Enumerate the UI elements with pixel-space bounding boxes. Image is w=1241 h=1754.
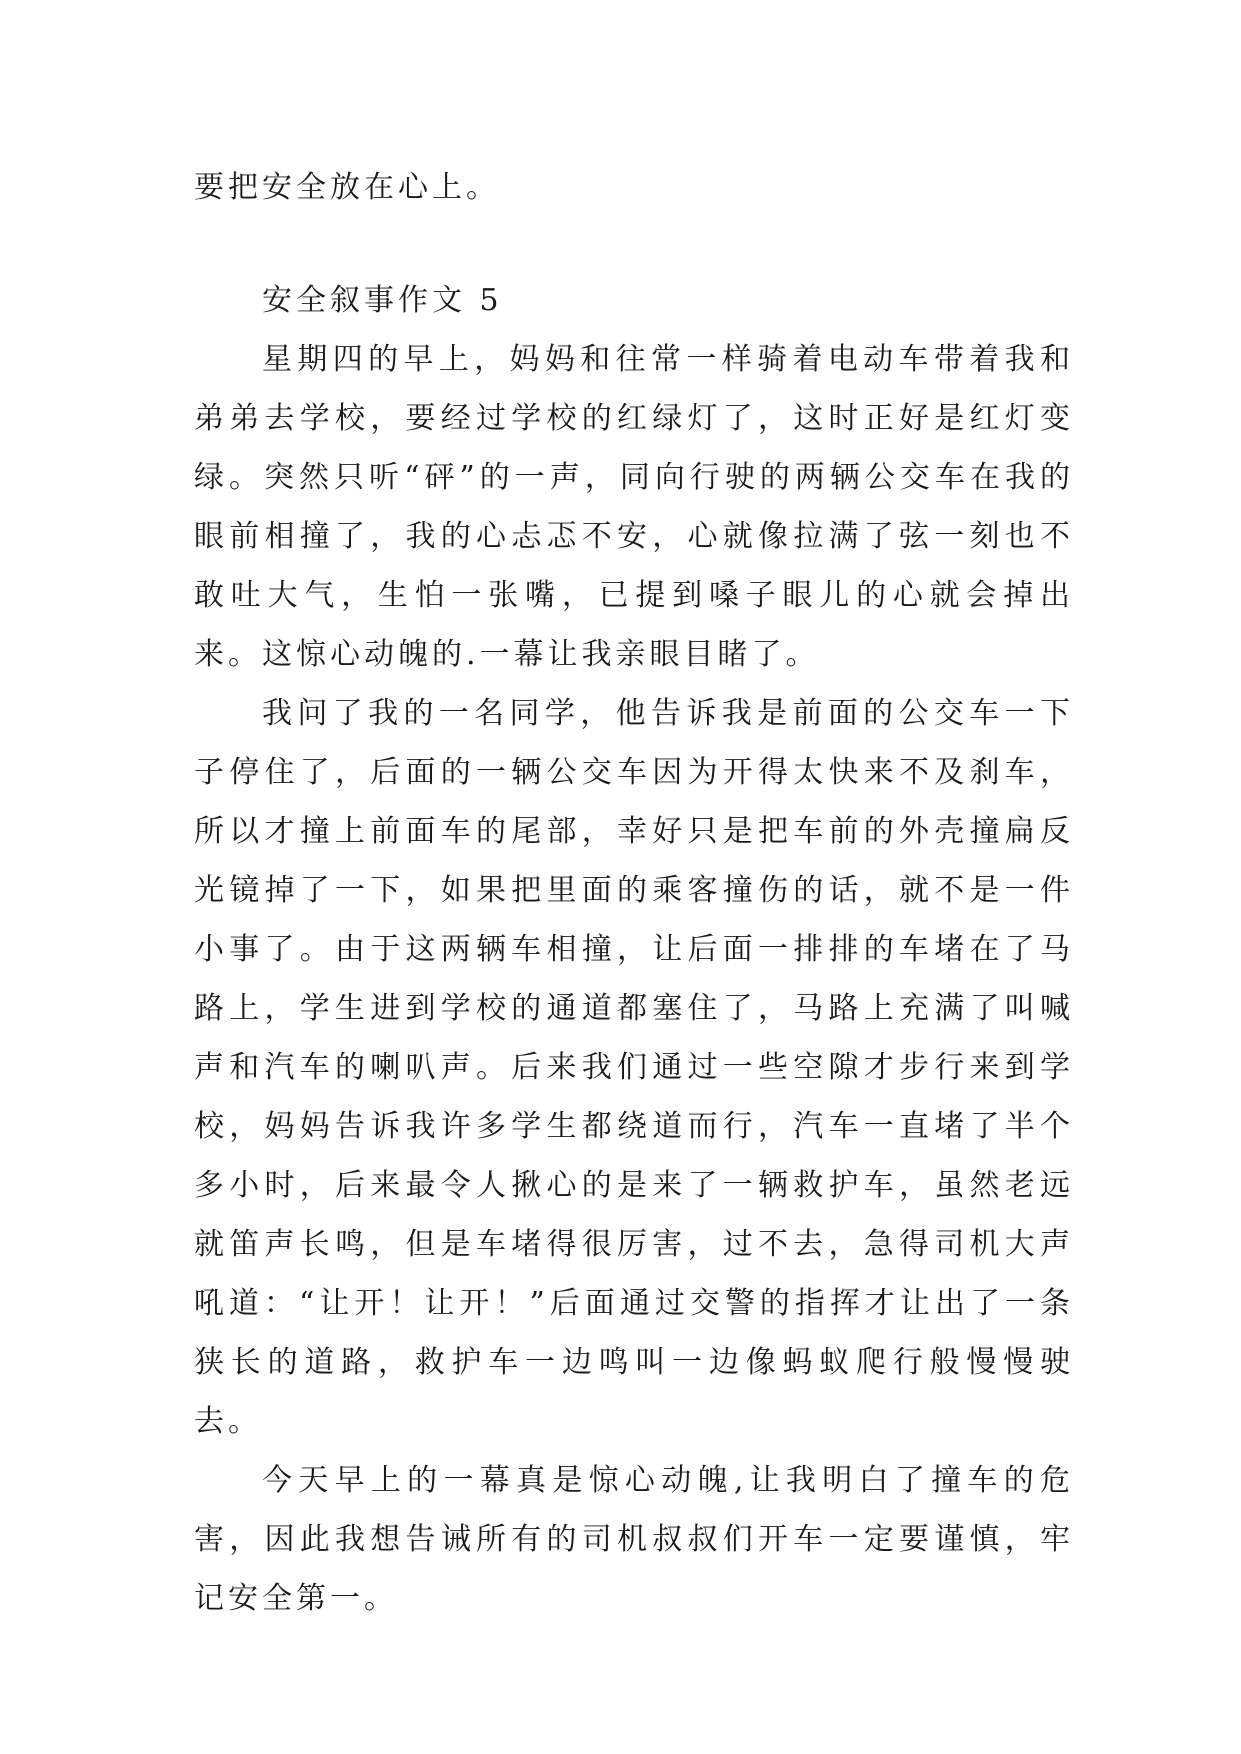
- document-body: [194, 158, 1074, 1628]
- paragraph-3: 今天早上的一幕真是惊心动魄,让我明白了撞车的危害，因此我想告诫所有的司机叔叔们开车一定要谨慎，牢记安全第一。: [194, 1463, 1074, 1616]
- paragraph-2: 我问了我的一名同学，他告诉我是前面的公交车一下子停住了，后面的一辆公交车因为开得太快来不及刹车，所以才撞上前面车的尾部，幸好只是把车前的外壳撞扁反光镜掉了一下，如果把里面的乘客撞伤的话，就不是一件小事了。由于这两辆车相撞，让后面一排排的车堵在了马路上，学生进到学校的通道都塞住了，马路上充满了叫喊声和汽车的喇叭声。后来我们通过一些空隙才步行来到学校，妈妈告诉我许多学生都绕道而行，汽车一直堵了半个多小时，后来最令人揪心的是来了一辆救护车，虽然老远就笛声长鸣，但是车堵得很厉害，过不去，急得司机大声吼道：“让开！让开！”后面通过交警的指挥才让出了一条狭长的道路，救护车一边鸣叫一边像蚂蚁爬行般慢慢驶去。: [194, 696, 1074, 1439]
- paragraph-1: 星期四的早上，妈妈和往常一样骑着电动车带着我和弟弟去学校，要经过学校的红绿灯了，这时正好是红灯变绿。突然只听“砰”的一声，同向行驶的两辆公交车在我的眼前相撞了，我的心忐忑不安，心就像拉满了弦一刻也不敢吐大气，生怕一张嘴，已提到嗓子眼儿的心就会掉出来。这惊心动魄的.一幕让我亲眼目睹了。: [194, 342, 1074, 672]
- lead-fragment: 要把安全放在心上。: [194, 170, 500, 205]
- essay-heading: 安全叙事作文 5: [262, 283, 503, 318]
